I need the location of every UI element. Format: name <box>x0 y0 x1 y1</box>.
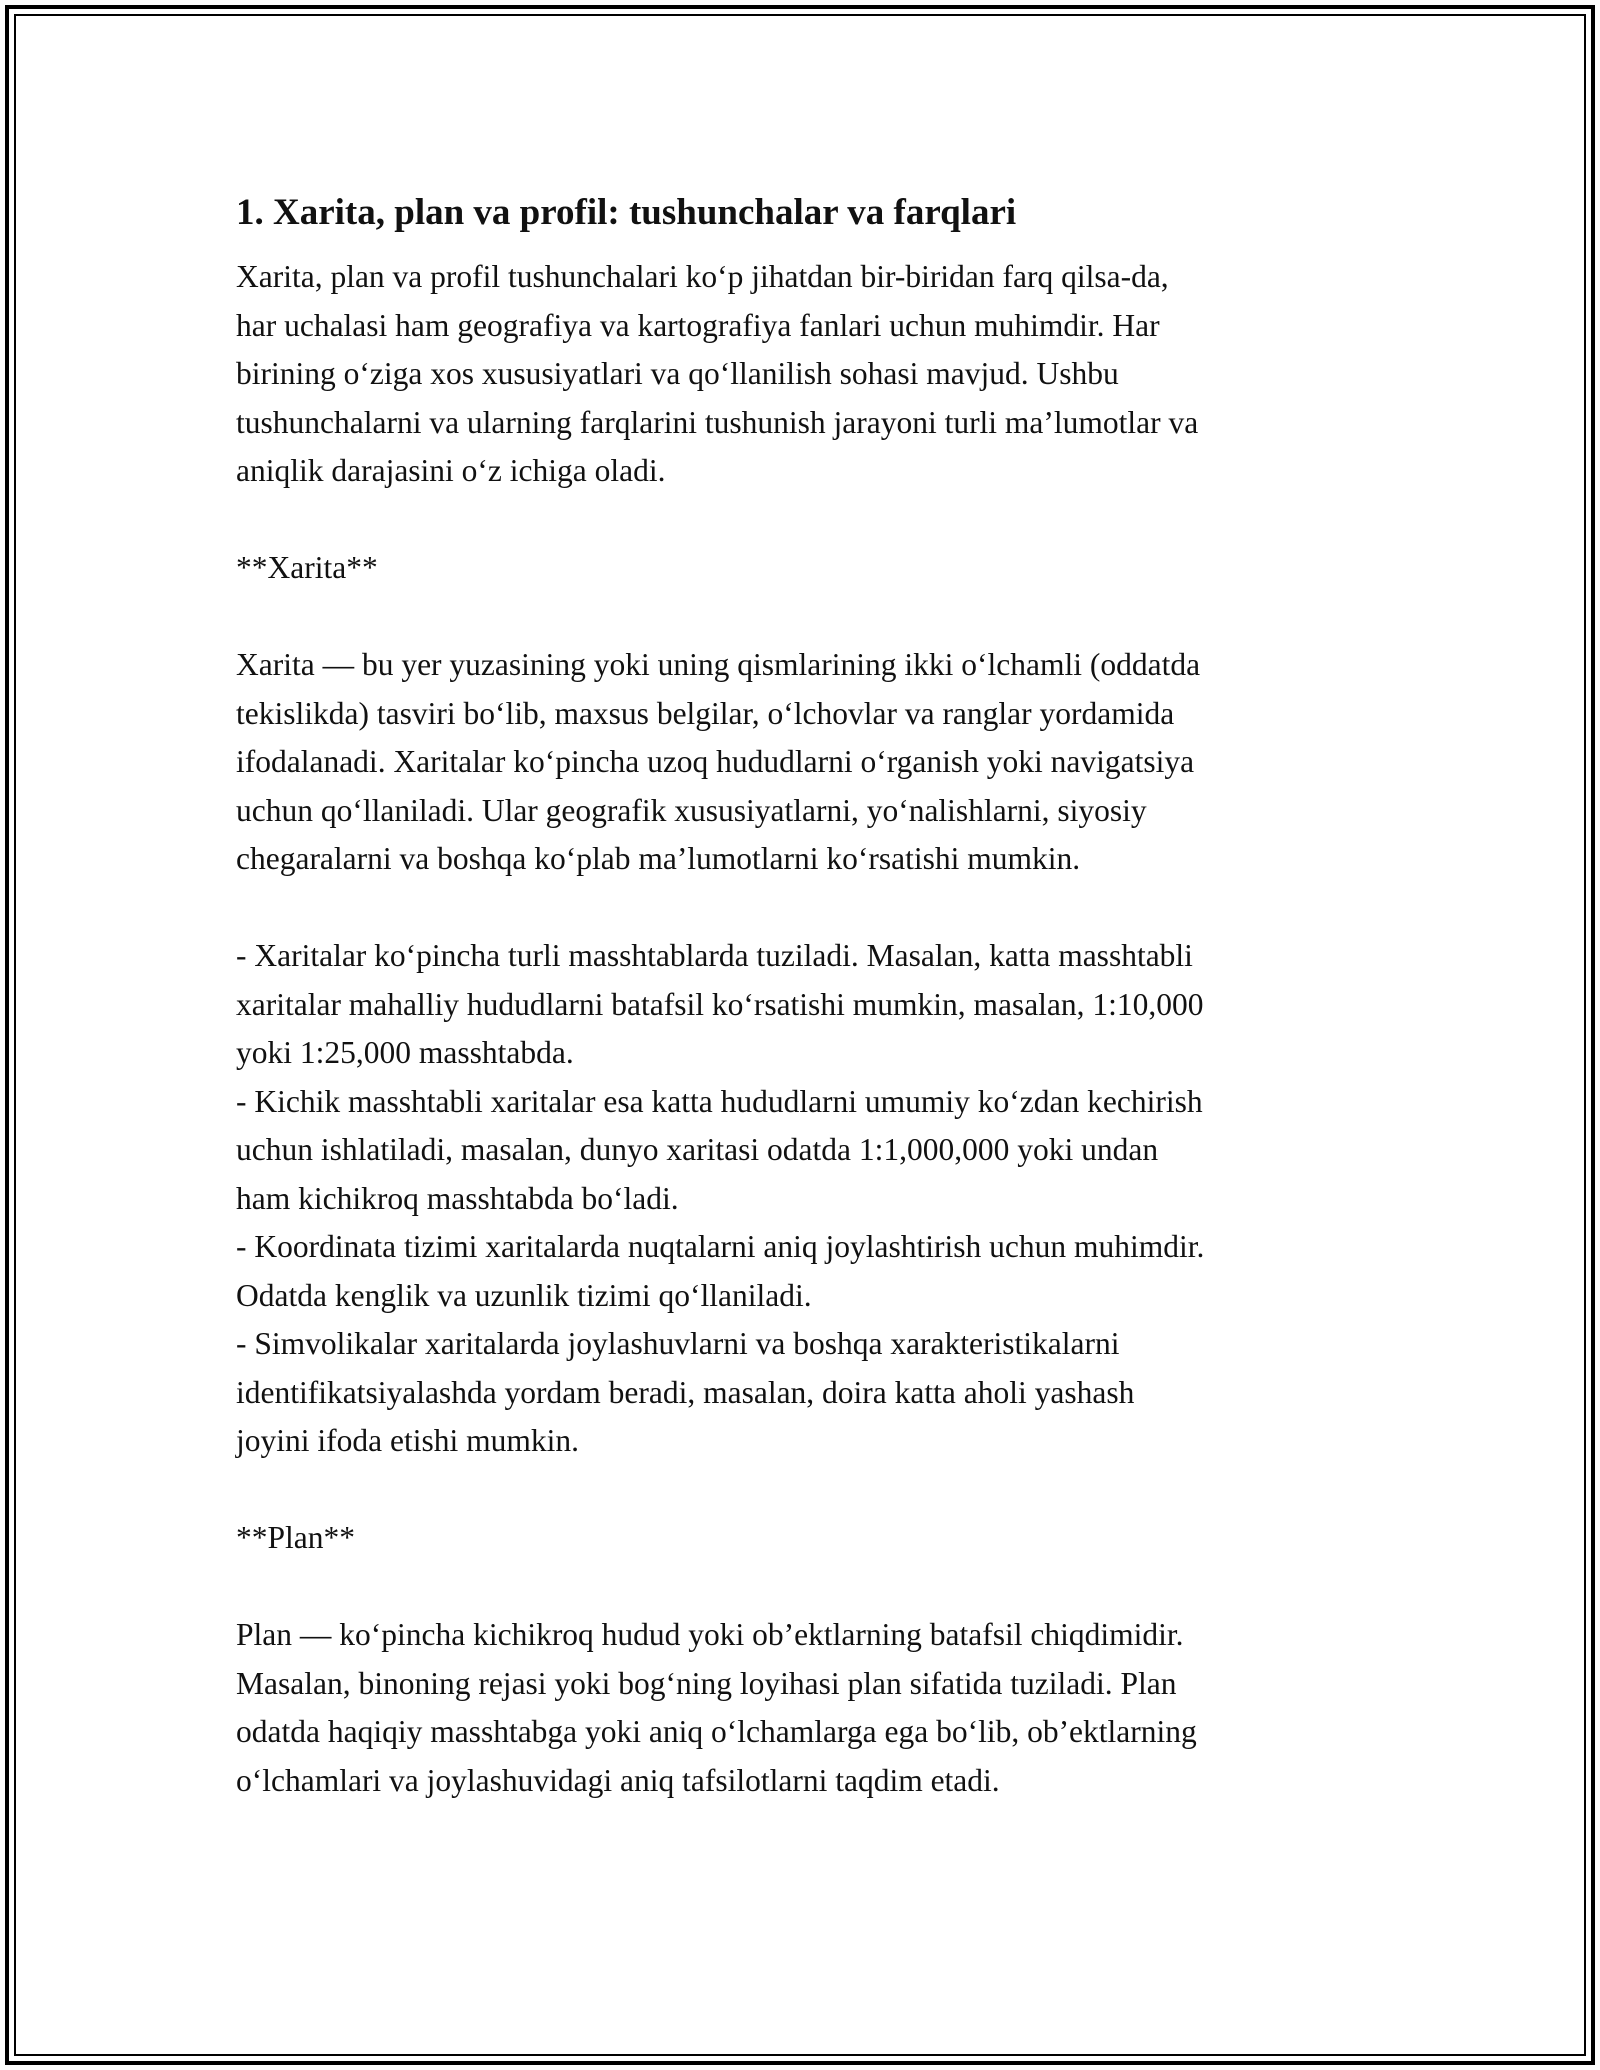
list-item: yoki 1:25,000 masshtabda. <box>236 1035 574 1070</box>
plan-subheading: **Plan** <box>236 1520 356 1555</box>
intro-paragraph <box>236 253 1386 496</box>
text-line: chegaralarni va boshqa ko‘plab ma’lumotlarni ko‘rsatishi mumkin. <box>236 841 1081 876</box>
xarita-paragraph <box>236 641 1386 884</box>
list-item: - Kichik masshtabli xaritalar esa katta hududlarni umumiy ko‘zdan kechirish <box>236 1083 1203 1119</box>
list-item: ham kichikroq masshtabda bo‘ladi. <box>236 1180 679 1216</box>
text-line: Plan — ko‘pincha kichikroq hudud yoki ob’ektlarning batafsil chiqdimidir. <box>236 1617 1184 1652</box>
text-line: Masalan, binoning rejasi yoki bog‘ning loyihasi plan sifatida tuziladi. Plan <box>236 1665 1177 1701</box>
text-line: tushunchalarni va ularning farqlarini tushunish jarayoni turli ma’lumotlar va <box>236 404 1199 440</box>
section-heading: 1. Xarita, plan va profil: tushunchalar va farqlari <box>236 192 1017 233</box>
text-line: tekislikda) tasviri bo‘lib, maxsus belgilar, o‘lchovlar va ranglar yordamida <box>236 695 1175 731</box>
list-item: Odatda kenglik va uzunlik tizimi qo‘llaniladi. <box>236 1277 812 1313</box>
text-line: uchun qo‘llaniladi. Ular geografik xususiyatlarni, yo‘nalishlarni, siyosiy <box>236 792 1147 828</box>
xarita-subheading: **Xarita** <box>236 550 378 585</box>
text-line: Xarita, plan va profil tushunchalari ko‘p jihatdan bir-biridan farq qilsa-da, <box>236 259 1169 294</box>
list-item: - Simvolikalar xaritalarda joylashuvlarni va boshqa xarakteristikalarni <box>236 1326 1120 1361</box>
list-item: xaritalar mahalliy hududlarni batafsil ko‘rsatishi mumkin, masalan, 1:10,000 <box>236 986 1204 1022</box>
text-line: ifodalanadi. Xaritalar ko‘pincha uzoq hududlarni o‘rganish yoki navigatsiya <box>236 744 1195 779</box>
text-line: odatda haqiqiy masshtabga yoki aniq o‘lchamlarga ega bo‘lib, ob’ektlarning <box>236 1714 1197 1749</box>
document-page <box>236 185 1386 1854</box>
text-line: Xarita — bu yer yuzasining yoki uning qismlarining ikki o‘lchamli (oddatda <box>236 647 1201 682</box>
text-line: har uchalasi ham geografiya va kartografiya fanlari uchun muhimdir. Har <box>236 307 1160 343</box>
xarita-list <box>236 932 1386 1466</box>
list-item: identifikatsiyalashda yordam beradi, masalan, doira katta aholi yashash <box>236 1374 1135 1410</box>
list-item: joyini ifoda etishi mumkin. <box>236 1423 579 1458</box>
text-line: aniqlik darajasini o‘z ichiga oladi. <box>236 453 666 488</box>
list-item: - Xaritalar ko‘pincha turli masshtablarda tuziladi. Masalan, katta masshtabli <box>236 938 1193 973</box>
list-item: - Koordinata tizimi xaritalarda nuqtalarni aniq joylashtirish uchun muhimdir. <box>236 1229 1205 1264</box>
plan-paragraph <box>236 1611 1386 1805</box>
text-line: birining o‘ziga xos xususiyatlari va qo‘llanilish sohasi mavjud. Ushbu <box>236 356 1119 391</box>
list-item: uchun ishlatiladi, masalan, dunyo xaritasi odatda 1:1,000,000 yoki undan <box>236 1132 1159 1167</box>
text-line: o‘lchamlari va joylashuvidagi aniq tafsilotlarni taqdim etadi. <box>236 1762 1000 1798</box>
